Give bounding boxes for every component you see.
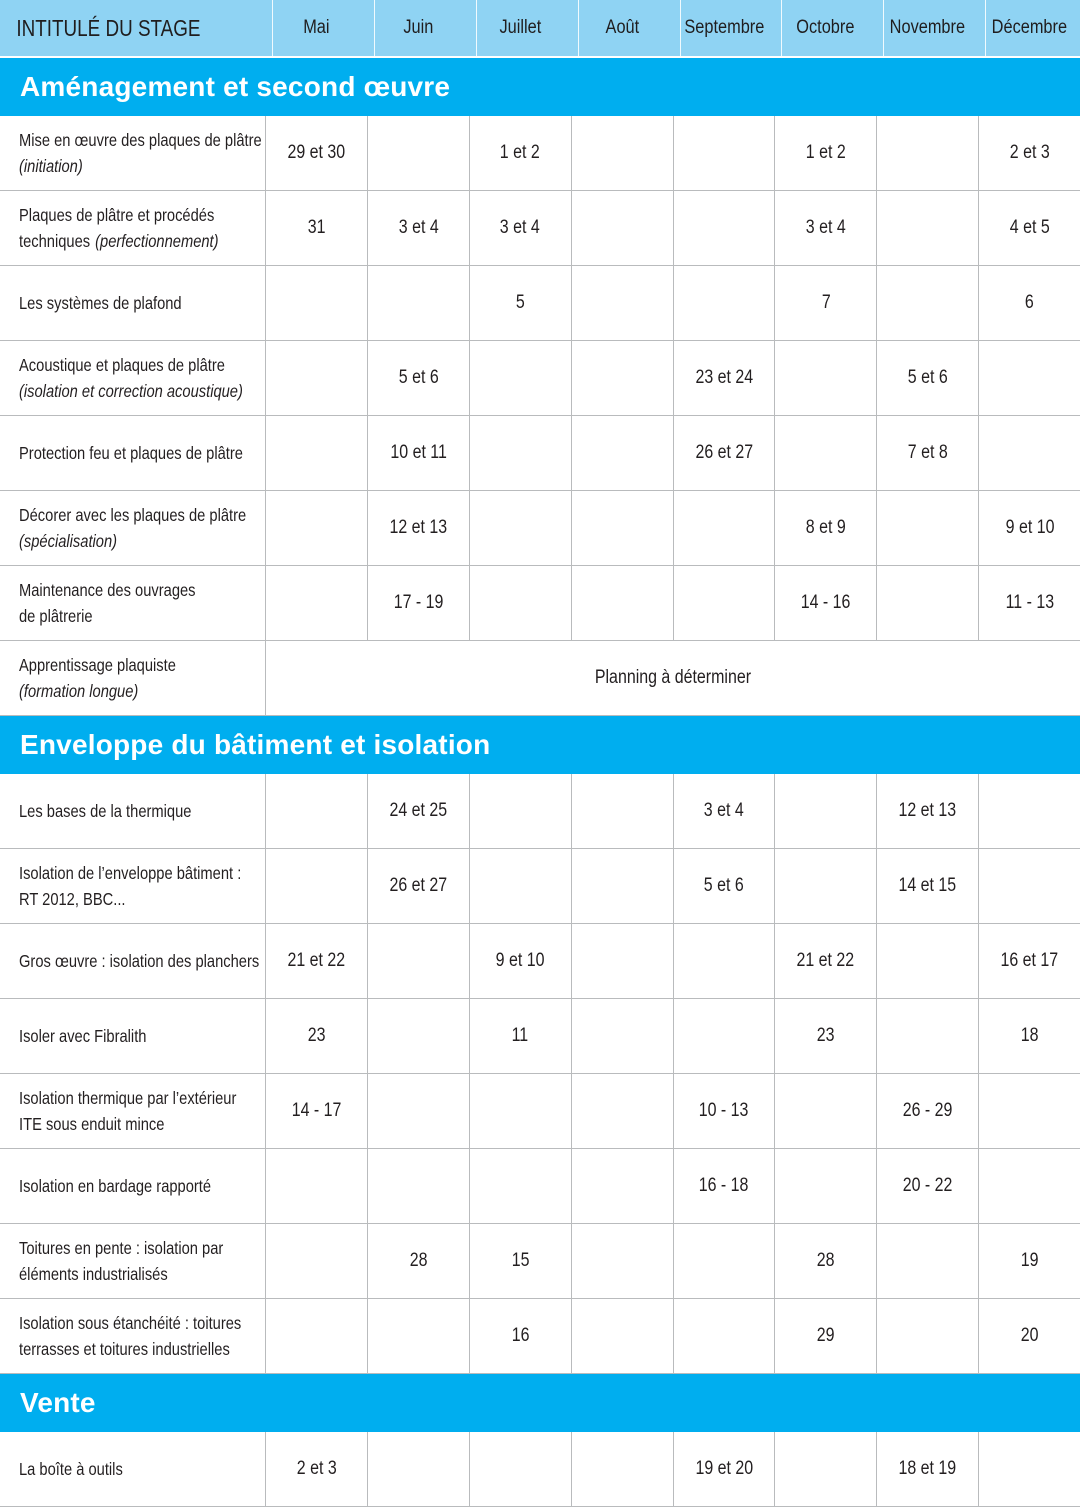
course-title-line bbox=[19, 1456, 123, 1482]
course-title-line bbox=[19, 352, 225, 378]
date-value: 28 bbox=[409, 1250, 428, 1271]
course-title-cell bbox=[0, 116, 265, 190]
section-header bbox=[0, 1374, 1080, 1432]
course-title-text: ITE sous enduit mince bbox=[19, 1114, 165, 1134]
course-title-text: Isolation thermique par l’extérieur bbox=[19, 1088, 237, 1108]
date-cell bbox=[673, 116, 775, 190]
date-cell bbox=[571, 1074, 673, 1148]
date-cell bbox=[367, 849, 469, 923]
section-header bbox=[0, 716, 1080, 774]
date-value: 17 - 19 bbox=[393, 592, 444, 613]
course-note: (formation longue) bbox=[19, 681, 139, 701]
course-note: (isolation et correction acoustique) bbox=[19, 381, 243, 401]
date-cell bbox=[876, 1299, 978, 1373]
date-cell bbox=[367, 266, 469, 340]
date-cell bbox=[367, 491, 469, 565]
course-title-line bbox=[19, 798, 191, 824]
date-value: 20 - 22 bbox=[902, 1175, 953, 1196]
course-title-cell bbox=[0, 1299, 265, 1373]
course-title-cell bbox=[0, 1432, 265, 1506]
date-cell bbox=[367, 116, 469, 190]
course-title-line bbox=[19, 1173, 211, 1199]
date-cell bbox=[469, 266, 571, 340]
date-value: 26 et 27 bbox=[389, 875, 448, 896]
date-cell bbox=[367, 1299, 469, 1373]
course-title-text: terrasses et toitures industrielles bbox=[19, 1339, 230, 1359]
date-value: 9 et 10 bbox=[1005, 517, 1054, 538]
date-value: 26 - 29 bbox=[902, 1100, 953, 1121]
course-title-line bbox=[19, 202, 214, 228]
course-title-text: Décorer avec les plaques de plâtre bbox=[19, 505, 247, 525]
date-cell bbox=[571, 341, 673, 415]
date-value: 14 et 15 bbox=[898, 875, 957, 896]
course-title-cell bbox=[0, 924, 265, 998]
date-value: 18 et 19 bbox=[898, 1458, 957, 1479]
column-header-course-title: INTITULÉ DU STAGE bbox=[16, 14, 201, 41]
course-title-line bbox=[19, 603, 93, 629]
course-title-cell bbox=[0, 1224, 265, 1298]
date-cell bbox=[571, 924, 673, 998]
date-cell bbox=[673, 191, 775, 265]
date-cell bbox=[673, 1299, 775, 1373]
date-cell bbox=[774, 266, 876, 340]
date-cell bbox=[367, 774, 469, 848]
date-cell bbox=[265, 999, 367, 1073]
table-row bbox=[0, 641, 1080, 716]
date-cell bbox=[774, 566, 876, 640]
date-cell bbox=[774, 416, 876, 490]
date-cell bbox=[673, 774, 775, 848]
course-title-text: Acoustique et plaques de plâtre bbox=[19, 355, 225, 375]
date-value: 18 bbox=[1020, 1025, 1039, 1046]
course-title-cell bbox=[0, 849, 265, 923]
date-cell bbox=[673, 566, 775, 640]
course-title-text: RT 2012, BBC... bbox=[19, 889, 126, 909]
course-title-line bbox=[19, 1261, 168, 1287]
course-title-line bbox=[19, 1336, 230, 1362]
date-cell bbox=[673, 1432, 775, 1506]
course-title-text: Plaques de plâtre et procédés bbox=[19, 205, 215, 225]
date-cell bbox=[367, 924, 469, 998]
date-value: 3 et 4 bbox=[703, 800, 744, 821]
date-cell bbox=[367, 999, 469, 1073]
date-cell bbox=[774, 1074, 876, 1148]
course-title-text: Isolation en bardage rapporté bbox=[19, 1176, 212, 1196]
date-cell bbox=[978, 1432, 1080, 1506]
course-title-text: éléments industrialisés bbox=[19, 1264, 168, 1284]
date-cell bbox=[469, 491, 571, 565]
date-cell bbox=[469, 1074, 571, 1148]
date-cell bbox=[265, 566, 367, 640]
course-title-line bbox=[19, 502, 246, 528]
date-cell bbox=[571, 1224, 673, 1298]
date-cell bbox=[265, 116, 367, 190]
date-cell bbox=[469, 1432, 571, 1506]
date-value: 10 et 11 bbox=[390, 442, 447, 463]
course-title-line bbox=[19, 1235, 223, 1261]
date-cell bbox=[673, 491, 775, 565]
date-cell bbox=[673, 1074, 775, 1148]
course-title-line bbox=[19, 228, 219, 254]
table-row bbox=[0, 999, 1080, 1074]
table-row bbox=[0, 416, 1080, 491]
date-cell bbox=[774, 924, 876, 998]
date-cell bbox=[978, 116, 1080, 190]
course-title-text: Apprentissage plaquiste bbox=[19, 655, 176, 675]
date-value: 11 bbox=[511, 1025, 529, 1046]
course-title-line bbox=[19, 127, 262, 153]
date-cell bbox=[367, 1224, 469, 1298]
planning-text: Planning à déterminer bbox=[594, 667, 752, 688]
course-title-line bbox=[19, 1310, 241, 1336]
date-value: 23 bbox=[307, 1025, 326, 1046]
date-cell bbox=[876, 1074, 978, 1148]
course-title-cell bbox=[0, 1149, 265, 1223]
date-cell bbox=[774, 1149, 876, 1223]
course-title-text: Protection feu et plaques de plâtre bbox=[19, 443, 243, 463]
date-value: 21 et 22 bbox=[287, 950, 346, 971]
date-cell bbox=[774, 116, 876, 190]
date-cell bbox=[673, 1224, 775, 1298]
table-row bbox=[0, 266, 1080, 341]
date-cell bbox=[876, 266, 978, 340]
course-title-text: de plâtrerie bbox=[19, 606, 93, 626]
date-cell bbox=[265, 1432, 367, 1506]
date-value: 14 - 16 bbox=[800, 592, 851, 613]
table-row bbox=[0, 1074, 1080, 1149]
table-row bbox=[0, 1224, 1080, 1299]
date-cell bbox=[774, 341, 876, 415]
date-value: 1 et 2 bbox=[500, 142, 541, 163]
date-cell bbox=[876, 566, 978, 640]
column-header-month: Mai bbox=[272, 0, 360, 56]
date-value: 6 bbox=[1025, 292, 1034, 313]
date-cell bbox=[978, 1299, 1080, 1373]
table-row bbox=[0, 491, 1080, 566]
date-cell bbox=[876, 1432, 978, 1506]
date-value: 26 et 27 bbox=[695, 442, 753, 463]
date-cell bbox=[367, 1432, 469, 1506]
date-value: 1 et 2 bbox=[805, 142, 846, 163]
course-title-cell bbox=[0, 491, 265, 565]
course-title-text: Isoler avec Fibralith bbox=[19, 1026, 147, 1046]
course-title-text: Les systèmes de plafond bbox=[19, 293, 182, 313]
date-cell bbox=[469, 116, 571, 190]
date-value: 5 bbox=[515, 292, 525, 313]
table-row bbox=[0, 1432, 1080, 1507]
date-cell bbox=[978, 491, 1080, 565]
date-value: 2 et 3 bbox=[1009, 142, 1050, 163]
date-value: 29 bbox=[816, 1325, 835, 1346]
date-value: 12 et 13 bbox=[389, 517, 448, 538]
date-cell bbox=[774, 774, 876, 848]
date-cell bbox=[265, 1149, 367, 1223]
date-cell bbox=[469, 1224, 571, 1298]
table-row bbox=[0, 774, 1080, 849]
date-cell bbox=[876, 341, 978, 415]
date-cell bbox=[978, 1074, 1080, 1148]
course-title-text: Isolation sous étanchéité : toitures bbox=[19, 1313, 242, 1333]
planning-span-cell bbox=[265, 641, 1080, 715]
course-title-line bbox=[19, 860, 241, 886]
course-title-line bbox=[19, 577, 196, 603]
date-cell bbox=[876, 416, 978, 490]
date-cell bbox=[265, 924, 367, 998]
column-header-month: Octobre bbox=[782, 0, 870, 56]
date-cell bbox=[978, 1224, 1080, 1298]
date-cell bbox=[876, 491, 978, 565]
course-title-text: Gros œuvre : isolation des planchers bbox=[19, 951, 260, 971]
column-header-month: Juin bbox=[374, 0, 462, 56]
course-title-cell bbox=[0, 341, 265, 415]
date-cell bbox=[978, 416, 1080, 490]
course-title-cell bbox=[0, 999, 265, 1073]
section-title: Enveloppe du bâtiment et isolation bbox=[20, 729, 491, 760]
date-cell bbox=[469, 924, 571, 998]
date-cell bbox=[469, 416, 571, 490]
date-cell bbox=[265, 341, 367, 415]
date-cell bbox=[571, 999, 673, 1073]
date-cell bbox=[673, 924, 775, 998]
date-cell bbox=[265, 266, 367, 340]
course-title-text: Isolation de l’enveloppe bâtiment : bbox=[19, 863, 242, 883]
date-cell bbox=[876, 924, 978, 998]
date-value: 23 et 24 bbox=[695, 367, 753, 388]
date-cell bbox=[673, 266, 775, 340]
table-body bbox=[0, 58, 1080, 1507]
section-title: Vente bbox=[20, 1387, 96, 1418]
date-cell bbox=[265, 774, 367, 848]
date-cell bbox=[367, 416, 469, 490]
course-title-text: La boîte à outils bbox=[19, 1459, 123, 1479]
course-title-cell bbox=[0, 416, 265, 490]
course-note: (initiation) bbox=[19, 156, 83, 176]
date-value: 4 et 5 bbox=[1009, 217, 1050, 238]
date-cell bbox=[571, 849, 673, 923]
date-cell bbox=[673, 849, 775, 923]
date-cell bbox=[571, 1149, 673, 1223]
date-value: 16 et 17 bbox=[1000, 950, 1059, 971]
date-cell bbox=[265, 1299, 367, 1373]
date-cell bbox=[367, 566, 469, 640]
date-value: 28 bbox=[816, 1250, 835, 1271]
date-value: 3 et 4 bbox=[500, 217, 541, 238]
date-cell bbox=[876, 116, 978, 190]
date-cell bbox=[774, 491, 876, 565]
course-note: (perfectionnement) bbox=[95, 231, 219, 251]
date-cell bbox=[876, 999, 978, 1073]
date-value: 20 bbox=[1020, 1325, 1039, 1346]
date-value: 29 et 30 bbox=[287, 142, 346, 163]
column-header-month: Novembre bbox=[883, 0, 971, 56]
course-title-text: Maintenance des ouvrages bbox=[19, 580, 196, 600]
date-cell bbox=[978, 266, 1080, 340]
date-cell bbox=[571, 491, 673, 565]
date-cell bbox=[469, 566, 571, 640]
section-header bbox=[0, 58, 1080, 116]
course-title-line bbox=[19, 1111, 164, 1137]
date-cell bbox=[571, 191, 673, 265]
date-cell bbox=[876, 191, 978, 265]
date-value: 7 bbox=[821, 292, 831, 313]
column-header-month: Août bbox=[578, 0, 666, 56]
course-title-cell bbox=[0, 566, 265, 640]
date-cell bbox=[571, 566, 673, 640]
date-cell bbox=[876, 849, 978, 923]
date-value: 21 et 22 bbox=[796, 950, 855, 971]
table-row bbox=[0, 1299, 1080, 1374]
column-header-month: Décembre bbox=[985, 0, 1073, 56]
course-title-text: Les bases de la thermique bbox=[19, 801, 192, 821]
date-cell bbox=[774, 1224, 876, 1298]
date-cell bbox=[876, 774, 978, 848]
date-value: 5 et 6 bbox=[398, 367, 439, 388]
table-row bbox=[0, 1149, 1080, 1224]
date-value: 7 et 8 bbox=[907, 442, 948, 463]
course-title-text: Toitures en pente : isolation par bbox=[19, 1238, 224, 1258]
date-cell bbox=[774, 849, 876, 923]
date-cell bbox=[367, 191, 469, 265]
date-cell bbox=[978, 191, 1080, 265]
date-value: 8 et 9 bbox=[805, 517, 846, 538]
date-value: 19 bbox=[1020, 1250, 1039, 1271]
date-cell bbox=[469, 1299, 571, 1373]
section-title: Aménagement et second œuvre bbox=[20, 71, 451, 102]
table-header-row bbox=[0, 0, 1080, 58]
date-value: 3 et 4 bbox=[398, 217, 439, 238]
column-header-month: Juillet bbox=[476, 0, 564, 56]
date-value: 12 et 13 bbox=[898, 800, 957, 821]
table-row bbox=[0, 191, 1080, 266]
date-cell bbox=[367, 1149, 469, 1223]
table-row bbox=[0, 566, 1080, 641]
date-cell bbox=[469, 341, 571, 415]
date-value: 23 bbox=[816, 1025, 835, 1046]
course-title-text: Mise en œuvre des plaques de plâtre bbox=[19, 130, 262, 150]
date-cell bbox=[265, 849, 367, 923]
date-cell bbox=[469, 774, 571, 848]
course-title-line bbox=[19, 948, 259, 974]
course-title-line bbox=[19, 1085, 236, 1111]
date-cell bbox=[978, 341, 1080, 415]
date-cell bbox=[571, 1299, 673, 1373]
date-value: 5 et 6 bbox=[907, 367, 948, 388]
date-cell bbox=[469, 1149, 571, 1223]
table-row bbox=[0, 116, 1080, 191]
course-title-line bbox=[19, 290, 182, 316]
date-value: 3 et 4 bbox=[805, 217, 846, 238]
date-value: 31 bbox=[307, 217, 326, 238]
date-value: 16 - 18 bbox=[699, 1175, 749, 1196]
date-cell bbox=[265, 1224, 367, 1298]
course-title-cell bbox=[0, 191, 265, 265]
date-cell bbox=[571, 116, 673, 190]
date-cell bbox=[673, 416, 775, 490]
date-cell bbox=[265, 491, 367, 565]
date-cell bbox=[265, 416, 367, 490]
course-title-line bbox=[19, 440, 243, 466]
date-cell bbox=[978, 774, 1080, 848]
table-row bbox=[0, 924, 1080, 999]
date-cell bbox=[367, 1074, 469, 1148]
course-title-cell bbox=[0, 641, 265, 715]
date-cell bbox=[673, 999, 775, 1073]
table-row bbox=[0, 849, 1080, 924]
date-cell bbox=[978, 1149, 1080, 1223]
date-value: 14 - 17 bbox=[291, 1100, 342, 1121]
column-header-month: Septembre bbox=[680, 0, 768, 56]
date-cell bbox=[571, 266, 673, 340]
date-cell bbox=[469, 999, 571, 1073]
date-cell bbox=[367, 341, 469, 415]
date-value: 15 bbox=[511, 1250, 530, 1271]
date-cell bbox=[876, 1149, 978, 1223]
date-cell bbox=[265, 191, 367, 265]
course-title-line bbox=[19, 1023, 146, 1049]
course-title-cell bbox=[0, 1074, 265, 1148]
date-cell bbox=[265, 1074, 367, 1148]
date-cell bbox=[673, 341, 775, 415]
course-title-cell bbox=[0, 266, 265, 340]
date-value: 19 et 20 bbox=[695, 1458, 753, 1479]
date-cell bbox=[469, 849, 571, 923]
date-cell bbox=[978, 924, 1080, 998]
date-value: 16 bbox=[511, 1325, 530, 1346]
date-value: 2 et 3 bbox=[296, 1458, 337, 1479]
date-cell bbox=[774, 1432, 876, 1506]
date-cell bbox=[571, 416, 673, 490]
date-cell bbox=[571, 774, 673, 848]
date-cell bbox=[876, 1224, 978, 1298]
course-title-cell bbox=[0, 774, 265, 848]
date-cell bbox=[774, 191, 876, 265]
date-cell bbox=[774, 999, 876, 1073]
date-cell bbox=[978, 566, 1080, 640]
course-title-text: techniques bbox=[19, 231, 91, 251]
date-value: 10 - 13 bbox=[699, 1100, 749, 1121]
date-cell bbox=[571, 1432, 673, 1506]
date-value: 9 et 10 bbox=[495, 950, 545, 971]
date-cell bbox=[774, 1299, 876, 1373]
date-cell bbox=[978, 849, 1080, 923]
date-cell bbox=[978, 999, 1080, 1073]
course-title-line bbox=[19, 652, 176, 678]
date-value: 5 et 6 bbox=[703, 875, 744, 896]
course-note: (spécialisation) bbox=[19, 531, 118, 551]
date-cell bbox=[673, 1149, 775, 1223]
table-row bbox=[0, 341, 1080, 416]
date-value: 24 et 25 bbox=[389, 800, 448, 821]
date-value: 11 - 13 bbox=[1005, 592, 1054, 613]
course-title-line bbox=[19, 886, 125, 912]
date-cell bbox=[469, 191, 571, 265]
